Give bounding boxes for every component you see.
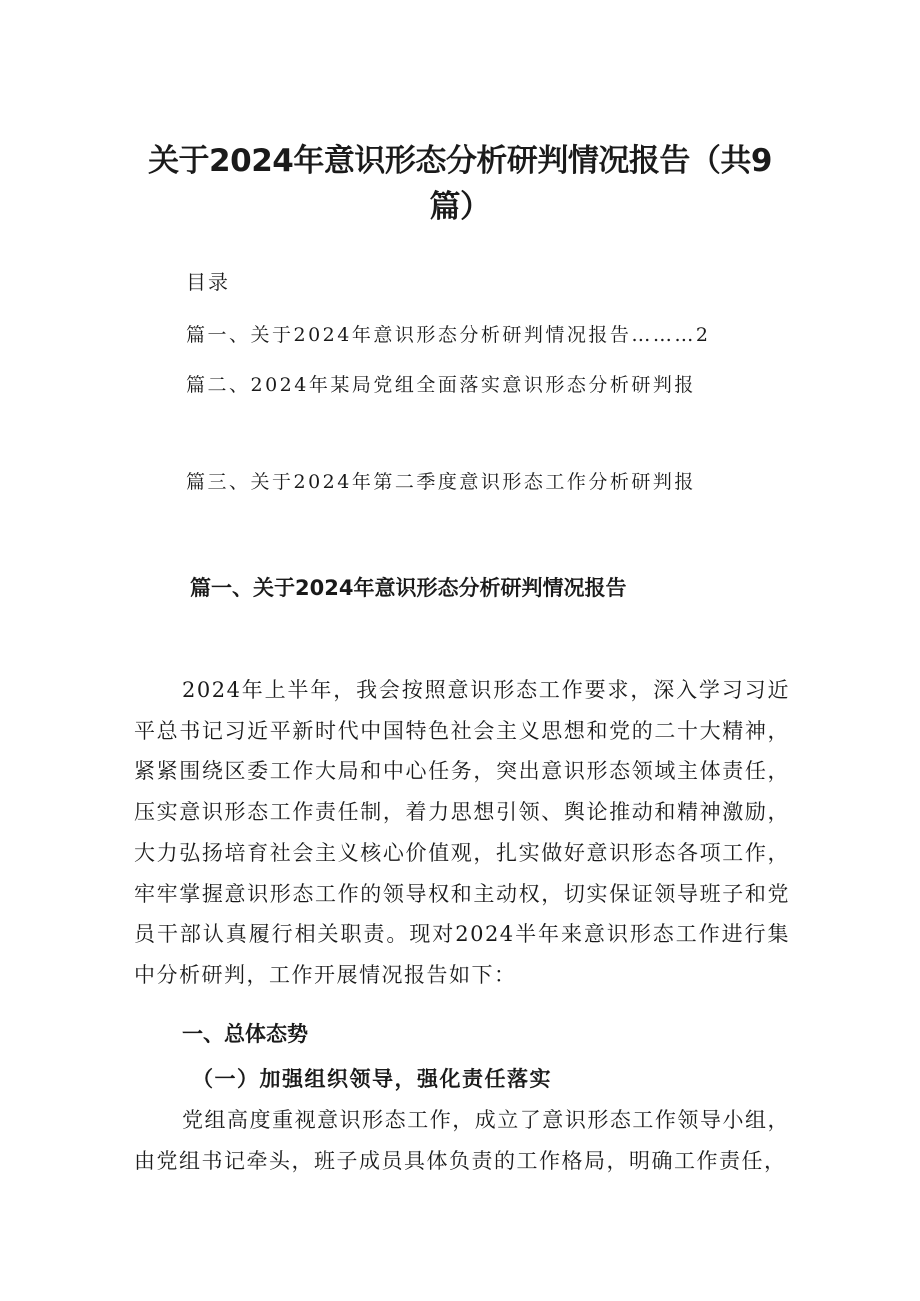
document-title-line1: 关于2024年意识形态分析研判情况报告（共9 bbox=[148, 143, 772, 179]
section-title: 篇一、关于2024年意识形态分析研判情况报告 bbox=[190, 576, 627, 600]
toc-heading: 目录 bbox=[186, 270, 230, 294]
document-title-line2: 篇） bbox=[429, 189, 491, 225]
paragraph-party-group: 党组高度重视意识形态工作，成立了意识形态工作领导小组，由党组书记牵头，班子成员具体负责的工作格局，明确工作责任， bbox=[134, 1108, 790, 1173]
toc-item-1: 篇一、关于2024年意识形态分析研判情况报告………2 bbox=[186, 324, 711, 346]
document-title bbox=[100, 138, 820, 230]
intro-paragraph: 2024年上半年，我会按照意识形态工作要求，深入学习习近平总书记习近平新时代中国特色社会主义思想和党的二十大精神，紧紧围绕区委工作大局和中心任务，突出意识形态领域主体责任，压实意识形态工作责任制，着力思想引领、舆论推动和精神激励，大力弘扬培育社会主义核心价值观，扎实做好意识形态各项工作，牢牢掌握意识形态工作的领导权和主动权，切实保证领导班子和党员干部认真履行相关职责。现对2024半年来意识形态工作进行集中分析研判，工作开展情况报告如下： bbox=[134, 678, 790, 987]
toc-item-3: 篇三、关于2024年第二季度意识形态工作分析研判报 bbox=[186, 471, 696, 493]
toc-item-2: 篇二、2024年某局党组全面落实意识形态分析研判报 bbox=[186, 374, 696, 396]
heading-overall-situation: 一、总体态势 bbox=[182, 1022, 308, 1046]
heading-organization-leadership: （一）加强组织领导，强化责任落实 bbox=[192, 1066, 552, 1091]
